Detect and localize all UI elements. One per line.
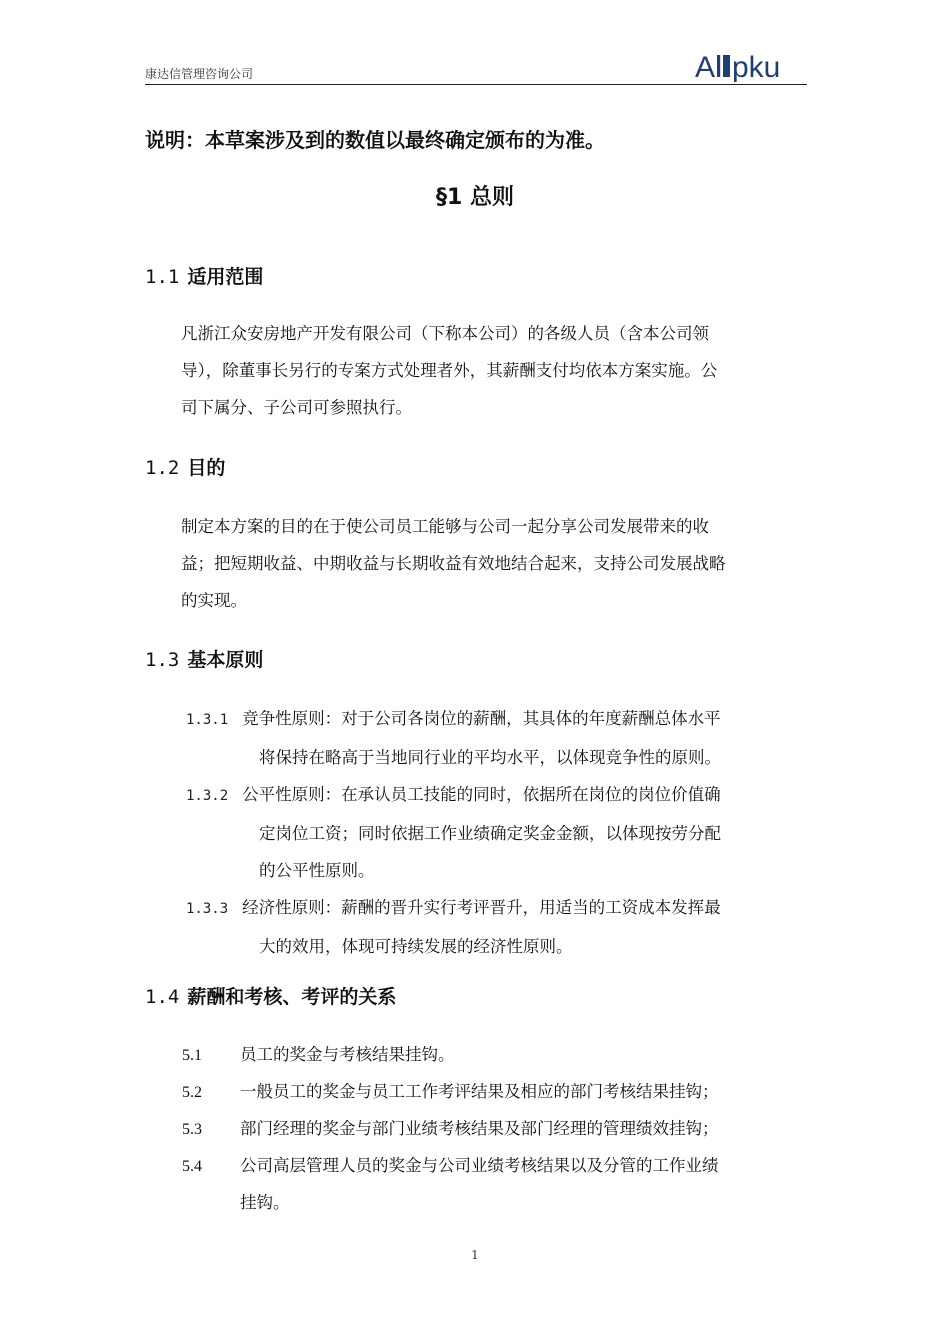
section-number: 1.2 <box>145 457 180 479</box>
section-title: 目的 <box>187 457 226 479</box>
paragraph-line: 制定本方案的目的在于使公司员工能够与公司一起分享公司发展带来的收 <box>181 517 709 536</box>
section-heading-1-4 <box>145 982 396 1009</box>
paragraph-line: 凡浙江众安房地产开发有限公司（下称本公司）的各级人员（含本公司领 <box>181 324 709 343</box>
purpose-paragraph <box>181 508 808 619</box>
item-number: 1.3.3 <box>186 901 229 917</box>
paragraph-line: 导），除董事长另行的专案方式处理者外，其薪酬支付均依本方案实施。公 <box>181 361 718 380</box>
paragraph-line: 的实现。 <box>181 591 247 610</box>
page-header <box>145 50 807 85</box>
item-text: 竞争性原则：对于公司各岗位的薪酬，其具体的年度薪酬总体水平 <box>242 709 721 728</box>
relationship-item <box>182 1074 808 1111</box>
item-text: 的公平性原则。 <box>259 861 375 880</box>
principle-item <box>186 889 808 928</box>
section-number: 1.3 <box>145 649 180 671</box>
svg-text:A: A <box>695 51 716 82</box>
principle-item <box>186 700 808 739</box>
section-number: 1.1 <box>145 266 180 288</box>
item-text: 挂钩。 <box>240 1193 290 1212</box>
company-name: 康达信管理咨询公司 <box>145 67 254 81</box>
section-title: 适用范围 <box>187 266 264 288</box>
item-number: 5.3 <box>182 1121 202 1138</box>
draft-notice: 说明：本草案涉及到的数值以最终确定颁布的为准。 <box>145 128 605 152</box>
item-text: 定岗位工资；同时依据工作业绩确定奖金金额，以体现按劳分配 <box>259 824 721 843</box>
item-number: 5.4 <box>182 1158 202 1175</box>
section-heading-1-1 <box>145 262 263 289</box>
relationship-item <box>182 1111 808 1148</box>
item-text: 员工的奖金与考核结果挂钩。 <box>240 1045 455 1064</box>
section-number: 1.4 <box>145 986 180 1008</box>
paragraph-line: 司下属分、子公司可参照执行。 <box>181 398 412 417</box>
svg-text:pku: pku <box>732 51 781 82</box>
section-heading-1-2 <box>145 453 225 480</box>
relationship-item <box>182 1037 808 1074</box>
item-number: 1.3.2 <box>186 788 229 804</box>
section-title: 薪酬和考核、考评的关系 <box>187 986 397 1008</box>
page-number: 1 <box>471 1248 479 1262</box>
item-number: 5.2 <box>182 1084 202 1101</box>
item-text: 大的效用，体现可持续发展的经济性原则。 <box>259 937 573 956</box>
paragraph-line: 益；把短期收益、中期收益与长期收益有效地结合起来，支持公司发展战略 <box>181 554 726 573</box>
item-number: 5.1 <box>182 1047 202 1064</box>
principle-item <box>186 776 808 815</box>
item-text: 公平性原则：在承认员工技能的同时，依据所在岗位的岗位价值确 <box>242 785 721 804</box>
item-number: 1.3.1 <box>186 712 229 728</box>
item-text: 公司高层管理人员的奖金与公司业绩考核结果以及分管的工作业绩 <box>240 1156 719 1175</box>
item-text: 经济性原则：薪酬的晋升实行考评晋升，用适当的工资成本发挥最 <box>242 898 721 917</box>
section-heading-1-3 <box>145 645 263 672</box>
item-text: 部门经理的奖金与部门业绩考核结果及部门经理的管理绩效挂钩； <box>240 1119 719 1138</box>
allpku-logo <box>695 50 807 82</box>
relationship-item <box>182 1148 808 1185</box>
chapter-title: §1 总则 <box>436 185 514 210</box>
item-text: 将保持在略高于当地同行业的平均水平，以体现竞争性的原则。 <box>259 748 721 767</box>
section-title: 基本原则 <box>187 649 264 671</box>
relationship-list <box>182 1037 808 1221</box>
scope-paragraph <box>181 315 808 426</box>
principles-list <box>186 700 808 965</box>
item-text: 一般员工的奖金与员工工作考评结果及相应的部门考核结果挂钩； <box>240 1082 719 1101</box>
